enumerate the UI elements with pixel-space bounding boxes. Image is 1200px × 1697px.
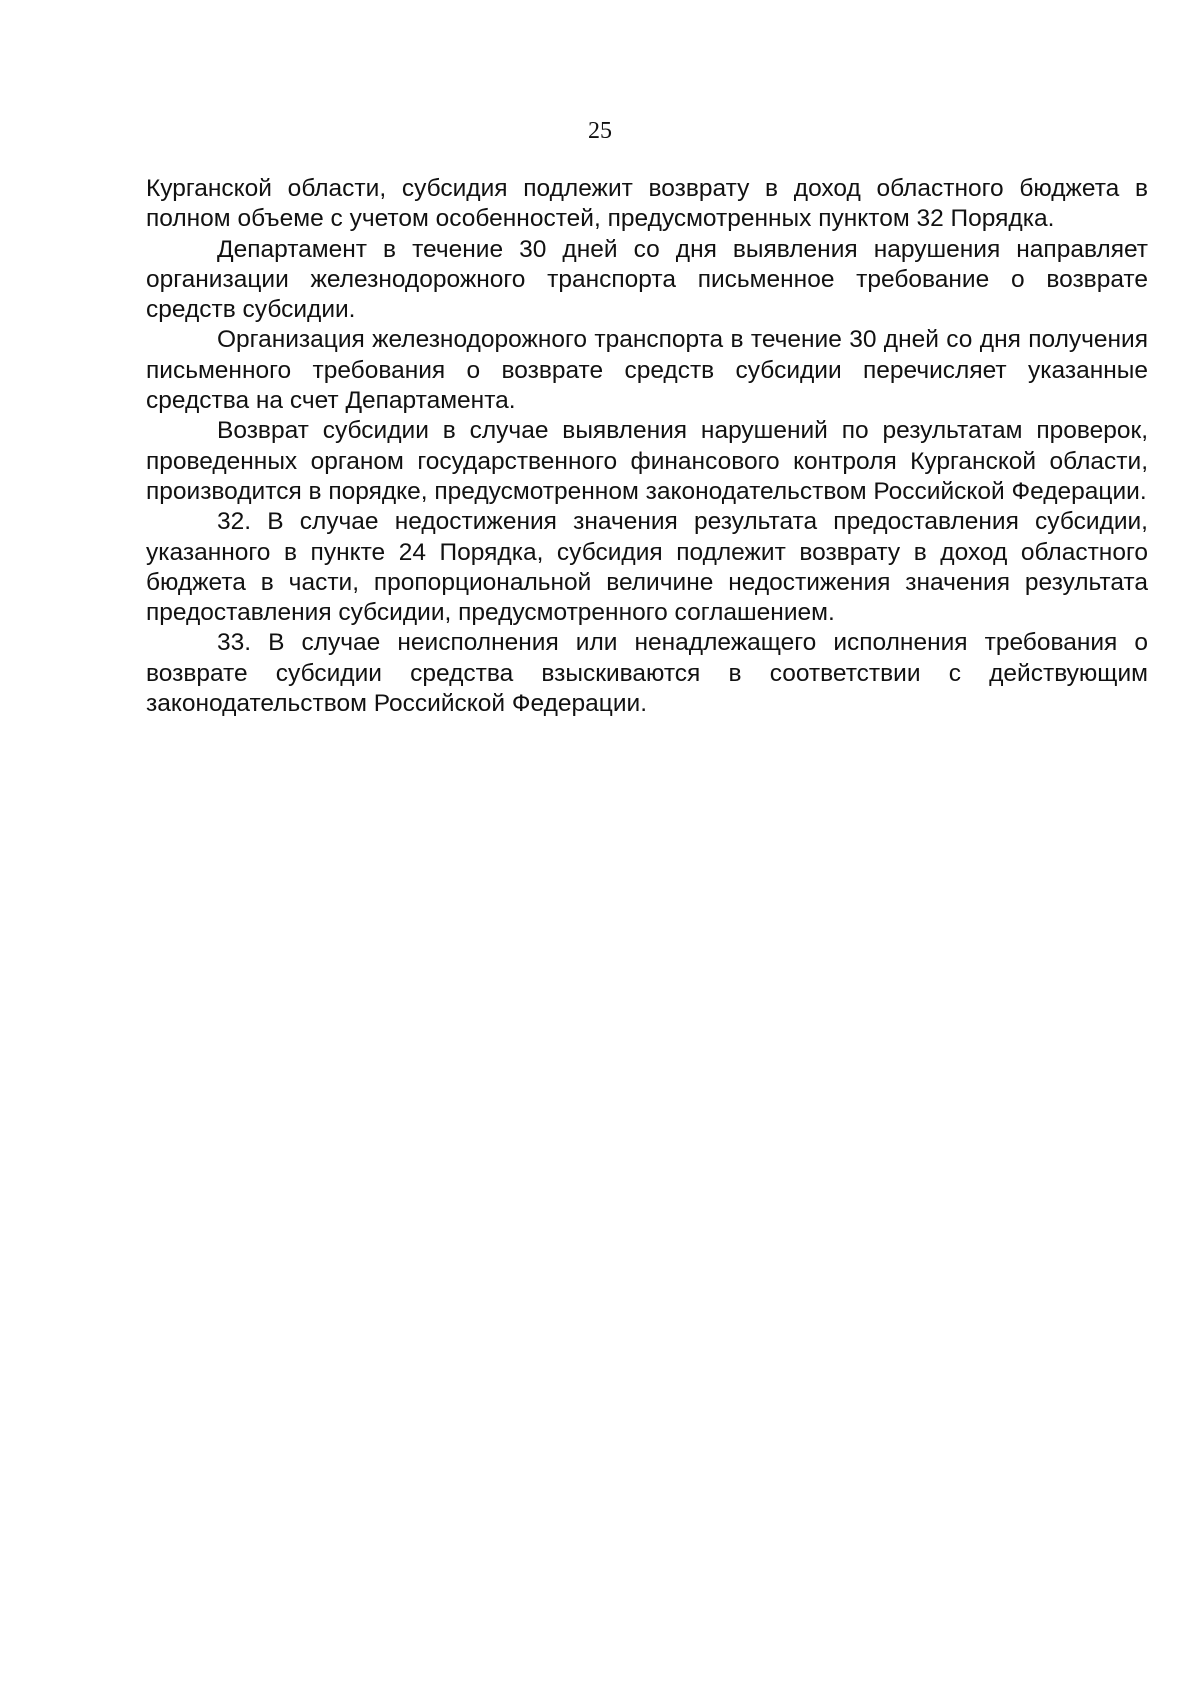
paragraph-department-demand: Департамент в течение 30 дней со дня выявления нарушения направляет организации железнодорожного транспорта письменное требование о возврате средств субсидии. <box>146 235 1148 324</box>
paragraph-item-33: 33. В случае неисполнения или ненадлежащего исполнения требования о возврате субсидии средства взыскиваются в соответствии с действующим законодательством Российской Федерации. <box>146 629 1148 718</box>
document-body <box>146 174 1148 719</box>
paragraph-financial-control-return: Возврат субсидии в случае выявления нарушений по результатам проверок, проведенных органом государственного финансового контроля Курганской области, производится в порядке, предусмотренном законодательством Российской Федерации. <box>146 417 1148 505</box>
paragraph-continuation: Курганской области, субсидия подлежит возврату в доход областного бюджета в полном объеме с учетом особенностей, предусмотренных пунктом 32 Порядка. <box>146 175 1148 233</box>
page-number: 25 <box>588 118 612 144</box>
paragraph-item-32: 32. В случае недостижения значения результата предоставления субсидии, указанного в пункте 24 Порядка, субсидия подлежит возврату в доход областного бюджета в части, пропорциональной величине недостижения значения результата предоставления субсидии, предусмотренного соглашением. <box>146 508 1148 627</box>
paragraph-organization-transfer: Организация железнодорожного транспорта в течение 30 дней со дня получения письменного требования о возврате средств субсидии перечисляет указанные средства на счет Департамента. <box>146 326 1148 415</box>
